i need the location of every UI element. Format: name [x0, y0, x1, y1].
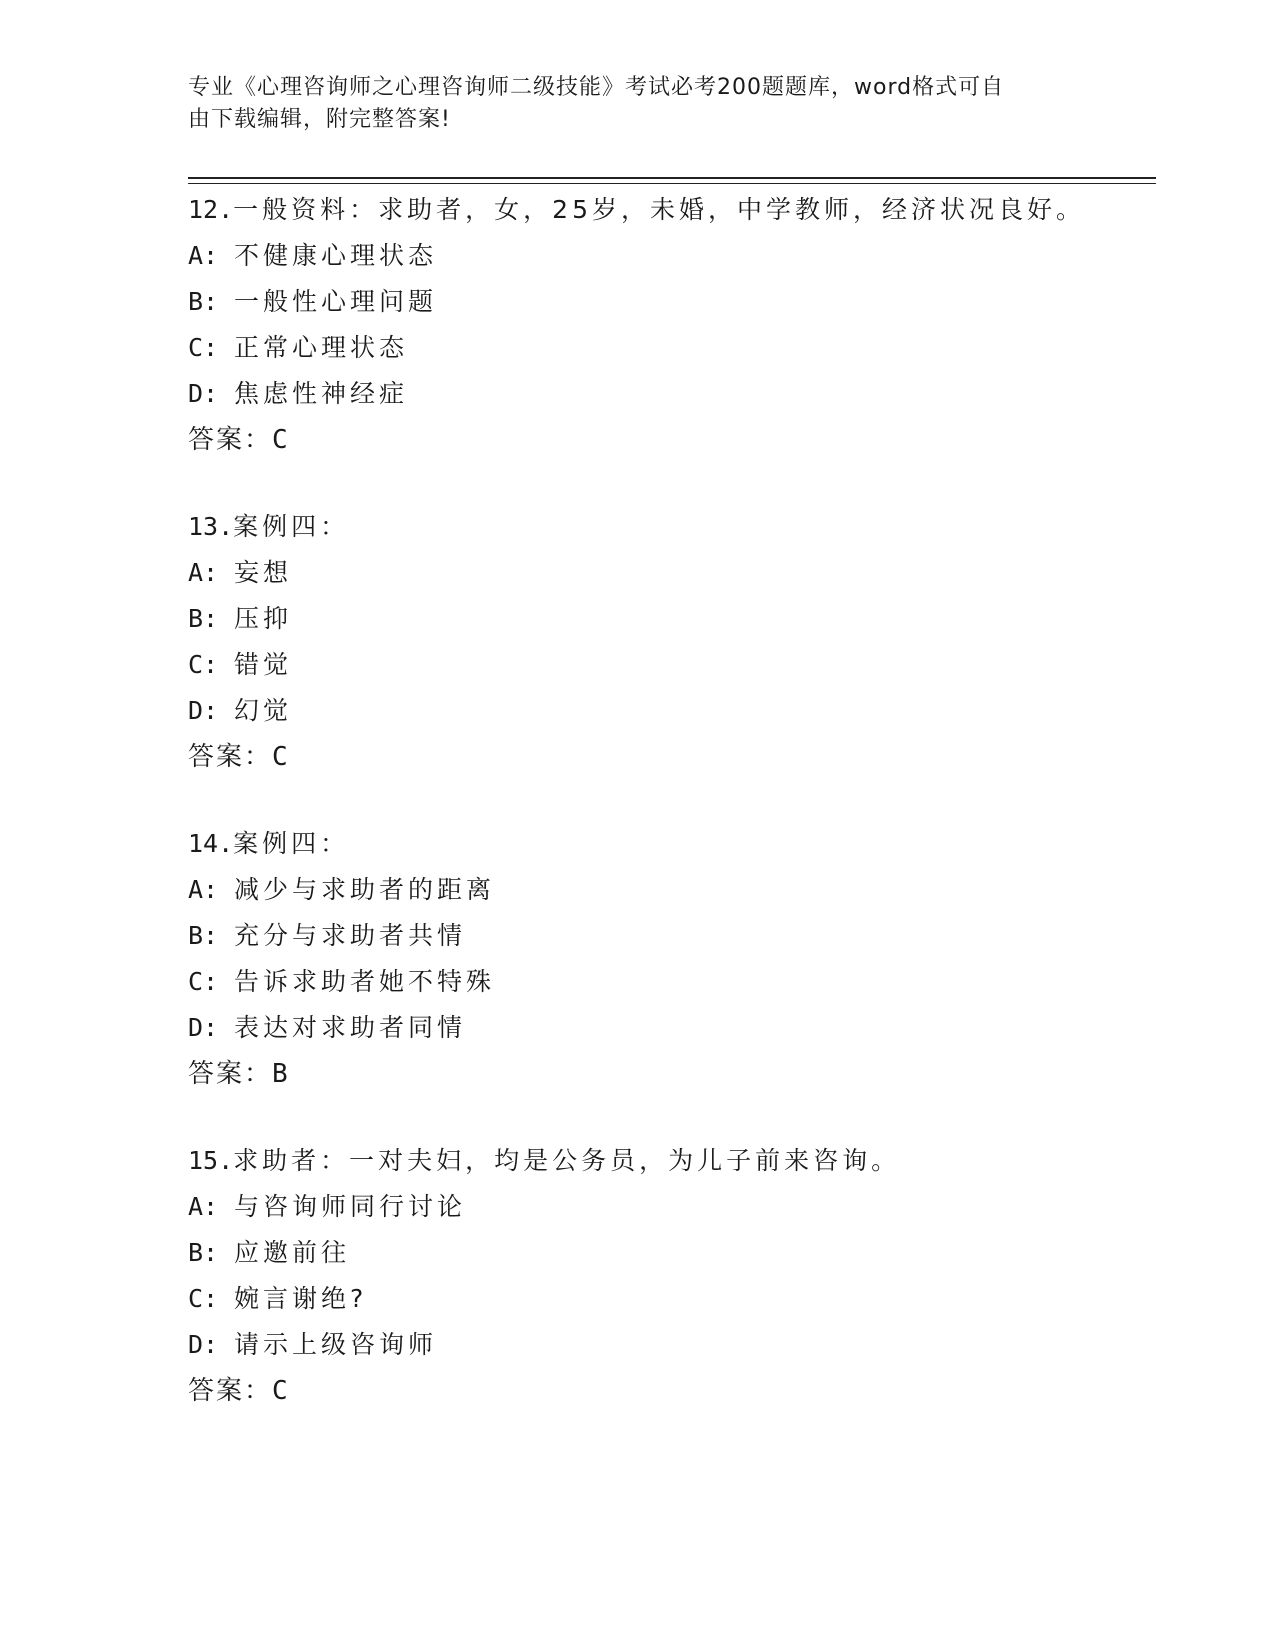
header-line-1: 专业《心理咨询师之心理咨询师二级技能》考试必考200题题库，word格式可自: [188, 75, 1005, 100]
option-text: 幻觉: [234, 696, 293, 725]
option-text: 焦虑性神经症: [234, 379, 409, 408]
option-c: [188, 325, 1148, 371]
option-c: [188, 642, 1148, 688]
question-number: 15.: [188, 1146, 234, 1175]
option-a: [188, 550, 1148, 596]
option-text: 与咨询师同行讨论: [234, 1192, 467, 1221]
question-12: [188, 187, 1148, 463]
option-text: 错觉: [234, 650, 293, 679]
document-header: [188, 72, 1068, 136]
option-b: [188, 913, 1148, 959]
question-15: [188, 1138, 1148, 1414]
option-key: A:: [188, 241, 219, 270]
option-key: C:: [188, 1284, 219, 1313]
option-key: D:: [188, 1330, 219, 1359]
question-stem: [188, 1138, 1148, 1184]
question-text: 案例四：: [233, 512, 350, 541]
option-key: C:: [188, 650, 219, 679]
option-key: D:: [188, 696, 219, 725]
option-key: C:: [188, 333, 219, 362]
question-14: [188, 821, 1148, 1097]
option-text: 压抑: [234, 604, 293, 633]
option-key: D:: [188, 379, 219, 408]
option-key: A:: [188, 1192, 219, 1221]
question-stem: [188, 821, 1148, 867]
question-13: [188, 504, 1148, 780]
question-stem: [188, 504, 1148, 550]
question-stem: [188, 187, 1148, 233]
option-key: B:: [188, 921, 219, 950]
option-a: [188, 867, 1148, 913]
option-key: A:: [188, 875, 219, 904]
option-key: A:: [188, 558, 219, 587]
answer-value: C: [272, 425, 290, 455]
option-key: B:: [188, 287, 219, 316]
option-d: [188, 1322, 1148, 1368]
header-divider-thick: [188, 177, 1156, 179]
option-key: C:: [188, 967, 219, 996]
option-text: 充分与求助者共情: [234, 921, 467, 950]
answer-label: 答案：: [188, 1376, 273, 1406]
option-text: 告诉求助者她不特殊: [234, 967, 496, 996]
answer-line: [188, 734, 1148, 780]
answer-line: [188, 417, 1148, 463]
option-key: D:: [188, 1013, 219, 1042]
option-key: B:: [188, 604, 219, 633]
question-number: 12.: [188, 195, 234, 224]
question-number: 13.: [188, 512, 234, 541]
option-b: [188, 596, 1148, 642]
option-text: 一般性心理问题: [234, 287, 438, 316]
option-c: [188, 959, 1148, 1005]
option-text: 应邀前往: [234, 1238, 351, 1267]
question-text: 一般资料：求助者，女，25岁，未婚，中学教师，经济状况良好。: [233, 195, 1085, 224]
question-number: 14.: [188, 829, 234, 858]
option-d: [188, 371, 1148, 417]
answer-value: C: [272, 742, 290, 772]
option-text: 请示上级咨询师: [234, 1330, 438, 1359]
header-line-2: 由下载编辑，附完整答案!: [188, 107, 451, 132]
answer-value: B: [272, 1059, 290, 1089]
option-b: [188, 279, 1148, 325]
option-key: B:: [188, 1238, 219, 1267]
answer-label: 答案：: [188, 425, 273, 455]
option-text: 婉言谢绝?: [234, 1284, 368, 1313]
option-text: 不健康心理状态: [234, 241, 438, 270]
header-divider-thin: [188, 183, 1156, 184]
answer-line: [188, 1051, 1148, 1097]
question-text: 求助者：一对夫妇，均是公务员，为儿子前来咨询。: [233, 1146, 901, 1175]
option-text: 妄想: [234, 558, 293, 587]
option-c: [188, 1276, 1148, 1322]
option-a: [188, 1184, 1148, 1230]
question-text: 案例四：: [233, 829, 350, 858]
option-a: [188, 233, 1148, 279]
option-d: [188, 1005, 1148, 1051]
answer-label: 答案：: [188, 1059, 273, 1089]
option-d: [188, 688, 1148, 734]
option-text: 减少与求助者的距离: [234, 875, 496, 904]
option-text: 表达对求助者同情: [234, 1013, 467, 1042]
answer-line: [188, 1368, 1148, 1414]
option-b: [188, 1230, 1148, 1276]
option-text: 正常心理状态: [234, 333, 409, 362]
answer-value: C: [272, 1376, 290, 1406]
answer-label: 答案：: [188, 742, 273, 772]
